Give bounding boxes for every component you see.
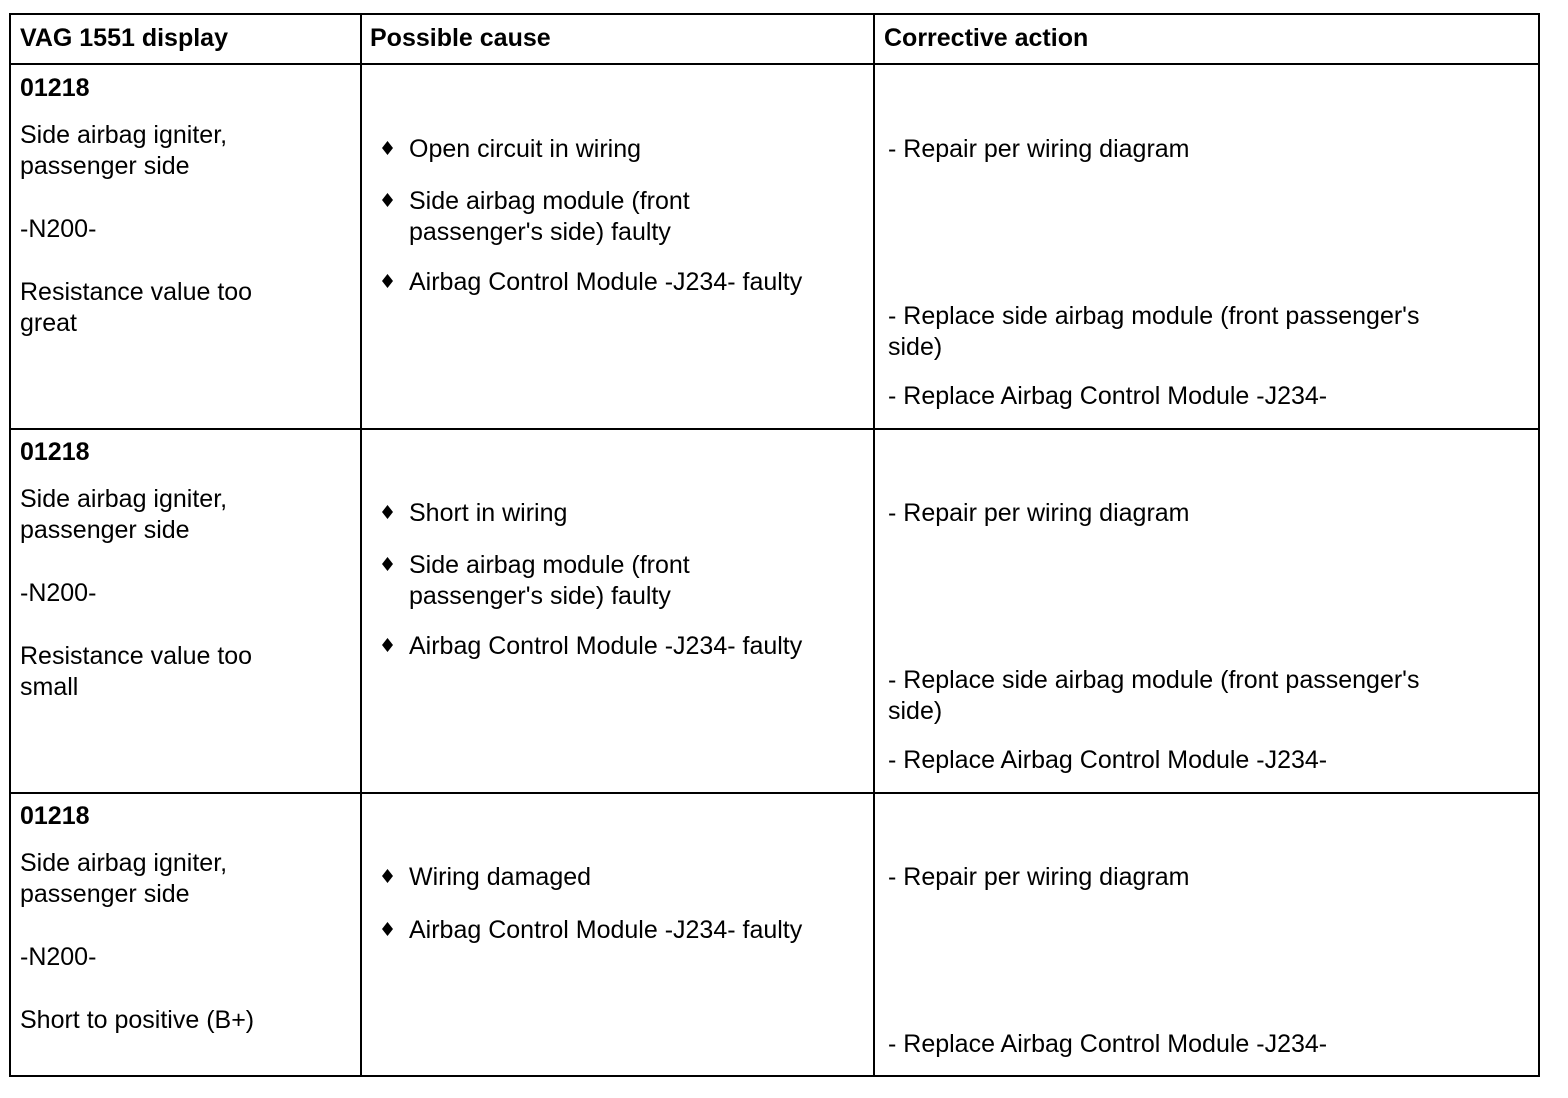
action-item-cont: side) <box>888 697 943 725</box>
action-item: - Repair per wiring diagram <box>888 863 1190 891</box>
component-name-cont: passenger side <box>20 152 190 180</box>
component-name-cont: passenger side <box>20 516 190 544</box>
row-divider <box>11 428 1538 430</box>
diamond-bullet-icon <box>382 638 393 652</box>
diamond-bullet-icon <box>382 557 393 571</box>
component-name-cont: passenger side <box>20 880 190 908</box>
diamond-bullet-icon <box>382 869 393 883</box>
component-name: Side airbag igniter, <box>20 485 228 513</box>
header-vag-display: VAG 1551 display <box>20 24 228 52</box>
action-item: - Repair per wiring diagram <box>888 499 1190 527</box>
cause-item-cont: passenger's side) faulty <box>409 218 671 246</box>
part-number: -N200- <box>20 215 97 243</box>
cause-item: Wiring damaged <box>409 863 592 891</box>
action-item: - Replace Airbag Control Module -J234- <box>888 1030 1328 1058</box>
fault-condition: Resistance value too <box>20 642 253 670</box>
header-corrective-action: Corrective action <box>884 24 1089 52</box>
component-name: Side airbag igniter, <box>20 849 228 877</box>
cause-item: Airbag Control Module -J234- faulty <box>409 268 803 296</box>
component-name: Side airbag igniter, <box>20 121 228 149</box>
cause-item: Open circuit in wiring <box>409 135 642 163</box>
diamond-bullet-icon <box>382 922 393 936</box>
row-divider <box>11 63 1538 65</box>
cause-item: Side airbag module (front <box>409 187 690 215</box>
part-number: -N200- <box>20 943 97 971</box>
cause-item: Airbag Control Module -J234- faulty <box>409 632 803 660</box>
header-possible-cause: Possible cause <box>370 24 551 52</box>
action-item: - Replace Airbag Control Module -J234- <box>888 746 1328 774</box>
action-item-cont: side) <box>888 333 943 361</box>
cause-item: Side airbag module (front <box>409 551 690 579</box>
fault-condition-cont: small <box>20 673 79 701</box>
part-number: -N200- <box>20 579 97 607</box>
action-item: - Replace Airbag Control Module -J234- <box>888 382 1328 410</box>
fault-condition: Short to positive (B+) <box>20 1006 255 1034</box>
action-item: - Repair per wiring diagram <box>888 135 1190 163</box>
diamond-bullet-icon <box>382 505 393 519</box>
column-divider <box>873 15 875 1075</box>
row-divider <box>11 792 1538 794</box>
action-item: - Replace side airbag module (front passenger's <box>888 302 1420 330</box>
fault-condition-cont: great <box>20 309 77 337</box>
fault-condition: Resistance value too <box>20 278 253 306</box>
column-divider <box>360 15 362 1075</box>
cause-item: Airbag Control Module -J234- faulty <box>409 916 803 944</box>
diamond-bullet-icon <box>382 274 393 288</box>
fault-code: 01218 <box>20 802 90 830</box>
diamond-bullet-icon <box>382 193 393 207</box>
diamond-bullet-icon <box>382 141 393 155</box>
fault-code: 01218 <box>20 438 90 466</box>
fault-code: 01218 <box>20 74 90 102</box>
cause-item-cont: passenger's side) faulty <box>409 582 671 610</box>
action-item: - Replace side airbag module (front passenger's <box>888 666 1420 694</box>
cause-item: Short in wiring <box>409 499 568 527</box>
